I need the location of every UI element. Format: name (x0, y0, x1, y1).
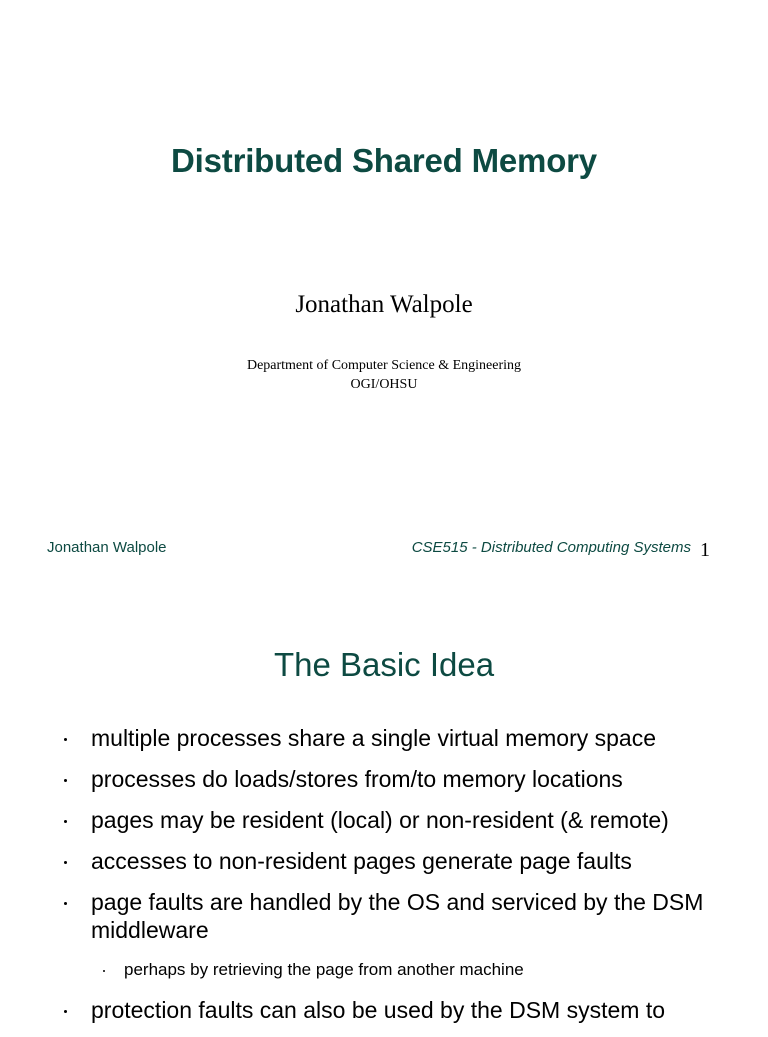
sub-list-item (0, 958, 768, 982)
bullet-text: protection faults can also be used by the DSM system to (91, 997, 666, 1023)
page-number: 1 (700, 539, 710, 561)
list-item (0, 847, 768, 875)
sub-bullet-text: perhaps by retrieving the page from another machine (124, 960, 524, 979)
bullet-text: accesses to non-resident pages generate page faults (91, 848, 632, 874)
list-item (0, 765, 768, 793)
slide-title: Distributed Shared Memory (171, 142, 597, 179)
slide-title: The Basic Idea (273, 646, 495, 683)
bullet-text: multiple processes share a single virtual memory space (91, 725, 657, 751)
list-item (0, 724, 768, 752)
bullet-dot-icon (64, 902, 67, 905)
sub-bullet-dot-icon (103, 970, 105, 972)
list-item (0, 806, 768, 834)
footer-course: CSE515 - Distributed Computing Systems (411, 539, 691, 556)
footer-author: Jonathan Walpole (47, 539, 167, 556)
department: Department of Computer Science & Engineering (246, 358, 522, 373)
bullet-text: processes do loads/stores from/to memory locations (91, 766, 623, 792)
bullet-dot-icon (64, 1010, 67, 1013)
list-item (0, 888, 768, 944)
list-item (0, 996, 768, 1024)
bullet-dot-icon (64, 738, 67, 741)
bullet-list (0, 724, 768, 1037)
author-name: Jonathan Walpole (295, 291, 473, 318)
bullet-text: page faults are handled by the OS and serviced by the DSM middleware (91, 889, 704, 943)
affiliation (0, 356, 768, 394)
slide-2 (0, 590, 768, 1024)
bullet-dot-icon (64, 820, 67, 823)
bullet-dot-icon (64, 861, 67, 864)
institution: OGI/OHSU (350, 377, 418, 392)
bullet-text: pages may be resident (local) or non-resident (& remote) (91, 807, 669, 833)
bullet-dot-icon (64, 779, 67, 782)
